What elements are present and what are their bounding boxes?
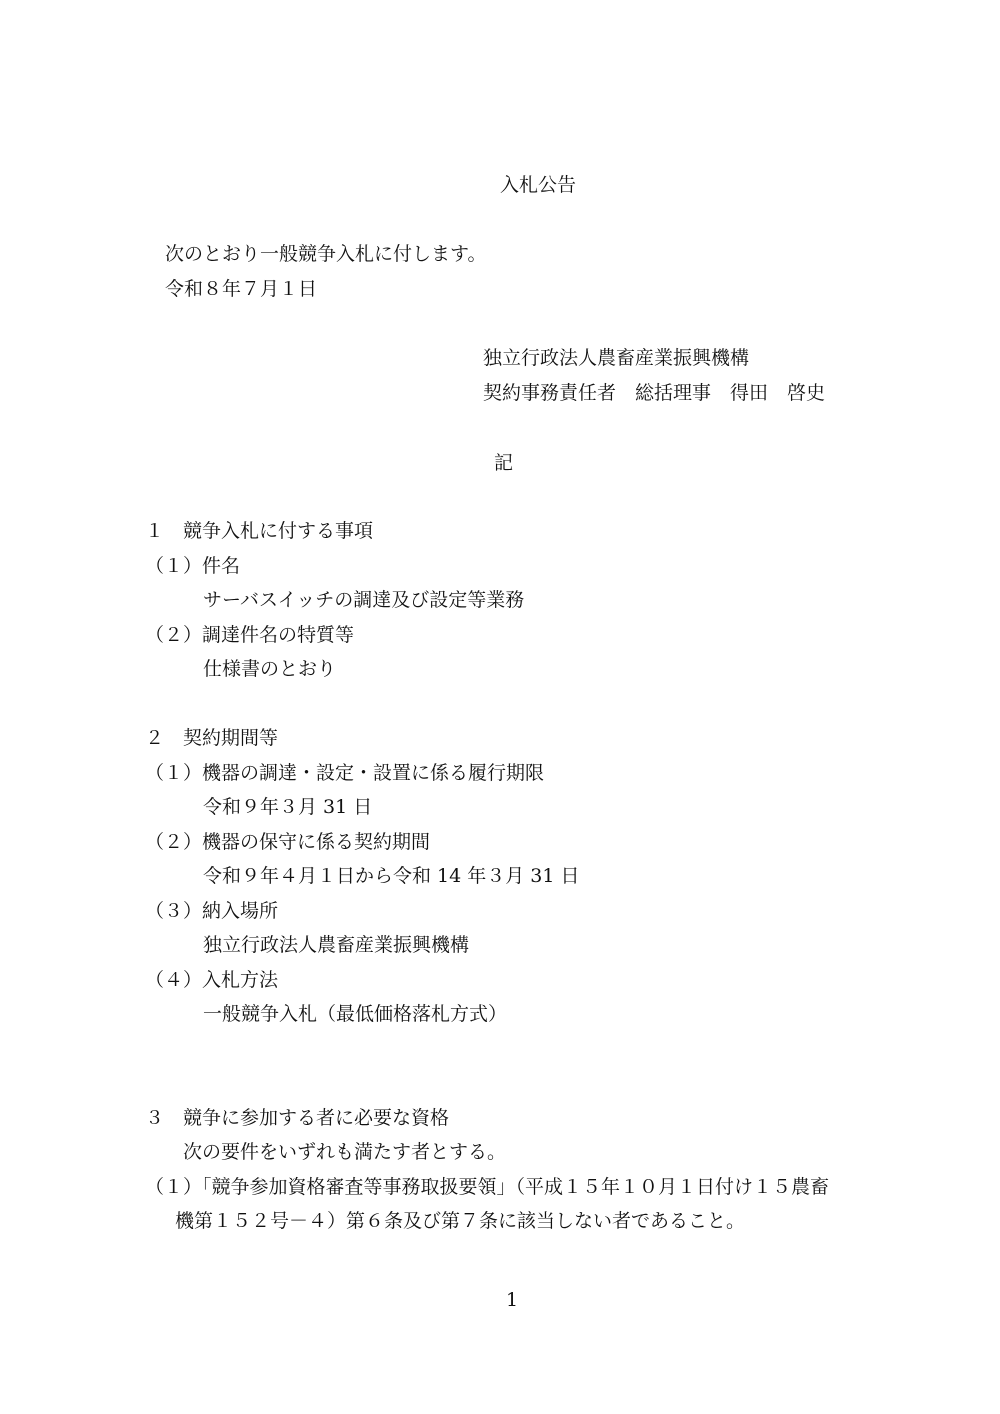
document-title: 入札公告 (500, 174, 577, 196)
section-1-item-1-label: （１）件名 (145, 555, 241, 577)
organization-name: 独立行政法人農畜産業振興機構 (483, 347, 750, 369)
ki-marker: 記 (494, 452, 514, 474)
section-2-item-3-text: 独立行政法人農畜産業振興機構 (203, 934, 470, 956)
section-2-heading: ２ 契約期間等 (145, 727, 279, 749)
section-3-intro: 次の要件をいずれも満たす者とする。 (183, 1141, 507, 1163)
section-2-item-2-text: 令和９年４月１日から令和 14 年３月 31 日 (203, 865, 580, 887)
intro-text: 次のとおり一般競争入札に付します。 (165, 243, 487, 265)
section-1-item-2-text: 仕様書のとおり (203, 658, 337, 680)
section-1-item-2-label: （２）調達件名の特質等 (145, 624, 355, 646)
section-2-item-2-label: （２）機器の保守に係る契約期間 (145, 831, 431, 853)
section-3-item-1-line-1: （１）「競争参加資格審査等事務取扱要領」（平成１５年１０月１日付け１５農畜 (145, 1176, 830, 1198)
page-number: 1 (506, 1289, 519, 1311)
section-2-item-3-label: （３）納入場所 (145, 900, 279, 922)
section-2-item-4-text: 一般競争入札（最低価格落札方式） (203, 1003, 508, 1025)
notice-date: 令和８年７月１日 (165, 278, 318, 300)
signer-name: 契約事務責任者 総括理事 得田 啓史 (483, 382, 826, 404)
section-2-item-1-label: （１）機器の調達・設定・設置に係る履行期限 (145, 762, 545, 784)
section-2-item-4-label: （４）入札方法 (145, 969, 279, 991)
section-2-item-1-text: 令和９年３月 31 日 (203, 796, 373, 818)
section-3-item-1-line-2: 機第１５２号－４）第６条及び第７条に該当しない者であること。 (175, 1210, 746, 1232)
section-1-heading: １ 競争入札に付する事項 (145, 520, 374, 542)
section-1-item-1-text: サーバスイッチの調達及び設定等業務 (203, 589, 525, 611)
section-3-heading: ３ 競争に参加する者に必要な資格 (145, 1107, 450, 1129)
